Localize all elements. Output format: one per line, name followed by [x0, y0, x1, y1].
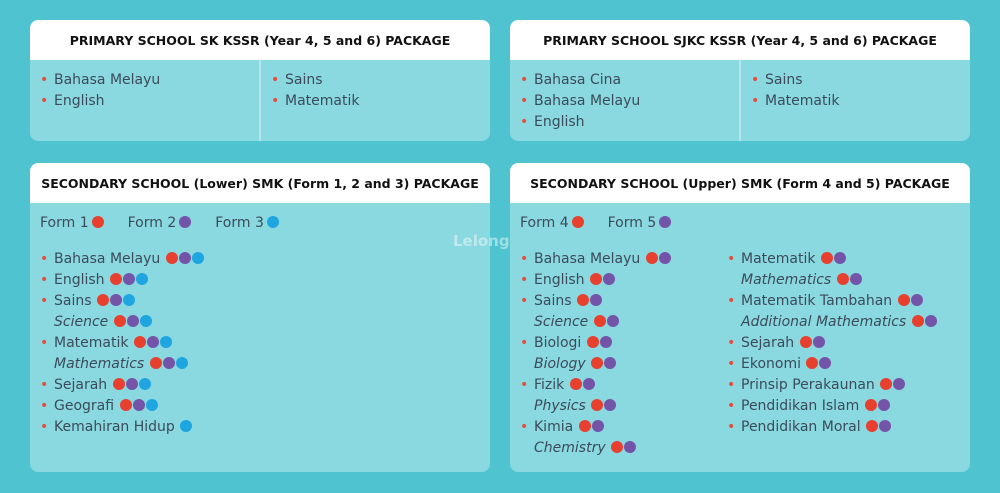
subject-label: Science — [534, 314, 593, 330]
purple-dot-icon — [590, 294, 602, 306]
red-dot-icon — [800, 336, 812, 348]
subject-list — [520, 70, 729, 133]
list-item — [520, 375, 727, 396]
purple-dot-icon — [110, 294, 122, 306]
purple-dot-icon — [127, 315, 139, 327]
blue-dot-icon — [160, 336, 172, 348]
red-dot-icon — [114, 315, 126, 327]
legend-label: Form 3 — [215, 215, 264, 231]
purple-dot-icon — [123, 273, 135, 285]
legend-item — [215, 215, 279, 231]
subject-label: Bahasa Melayu — [54, 251, 165, 267]
list-item: • English — [520, 112, 729, 133]
list-item — [520, 312, 727, 333]
subject-label: Sains — [54, 293, 96, 309]
legend-item — [608, 215, 672, 231]
package-card-sk-kssr — [30, 20, 490, 141]
red-dot-icon — [577, 294, 589, 306]
purple-dot-icon — [819, 357, 831, 369]
subject-label: Pendidikan Islam — [741, 398, 864, 414]
red-dot-icon — [590, 273, 602, 285]
red-dot-icon — [866, 420, 878, 432]
purple-dot-icon — [133, 399, 145, 411]
subject-label: English — [534, 272, 590, 288]
purple-dot-icon — [925, 315, 937, 327]
purple-dot-icon — [893, 378, 905, 390]
red-dot-icon — [611, 441, 623, 453]
subject-label: Matematik — [741, 251, 820, 267]
list-item — [727, 291, 937, 312]
red-dot-icon — [837, 273, 849, 285]
purple-dot-icon — [604, 357, 616, 369]
legend-label: Form 5 — [607, 215, 657, 231]
list-item — [40, 375, 204, 396]
list-item — [727, 312, 937, 333]
blue-dot-icon — [146, 399, 158, 411]
red-dot-icon — [821, 252, 833, 264]
package-card-sjkc-kssr — [510, 20, 970, 141]
red-dot-icon — [150, 357, 162, 369]
legend-label: Form 2 — [127, 215, 177, 231]
purple-dot-icon — [879, 420, 891, 432]
list-item — [727, 270, 937, 291]
purple-dot-icon — [147, 336, 159, 348]
subject-list — [727, 249, 937, 459]
list-item: • Bahasa Melayu — [40, 70, 249, 91]
subject-label: Additional Mathematics — [741, 314, 911, 330]
list-item — [520, 396, 727, 417]
blue-dot-icon — [176, 357, 188, 369]
purple-dot-icon — [179, 216, 191, 228]
list-item — [520, 291, 727, 312]
subject-label: Sejarah — [741, 335, 799, 351]
purple-dot-icon — [659, 216, 671, 228]
list-item — [727, 333, 937, 354]
purple-dot-icon — [163, 357, 175, 369]
legend-label: Form 1 — [40, 215, 89, 231]
subject-label: Geografi — [54, 398, 119, 414]
list-item: • Bahasa Cina — [520, 70, 729, 91]
subject-label: Science — [54, 314, 113, 330]
purple-dot-icon — [878, 399, 890, 411]
subject-label: Ekonomi — [741, 356, 806, 372]
red-dot-icon — [166, 252, 178, 264]
list-item: • Sains — [751, 70, 960, 91]
purple-dot-icon — [604, 399, 616, 411]
form-legend — [30, 203, 490, 231]
list-item — [520, 249, 727, 270]
purple-dot-icon — [603, 273, 615, 285]
subject-label: Kimia — [534, 419, 578, 435]
list-item — [727, 354, 937, 375]
subject-label: Biologi — [534, 335, 586, 351]
subject-list — [40, 70, 249, 112]
watermark-logo: Lelong — [453, 232, 510, 250]
subject-label: Matematik Tambahan — [741, 293, 897, 309]
list-item: • Sains — [271, 70, 480, 91]
card-title: PRIMARY SCHOOL SJKC KSSR (Year 4, 5 and 6) PACKAGE — [510, 20, 970, 60]
subject-label: Chemistry — [534, 440, 611, 456]
red-dot-icon — [806, 357, 818, 369]
red-dot-icon — [591, 399, 603, 411]
red-dot-icon — [572, 216, 584, 228]
red-dot-icon — [110, 273, 122, 285]
blue-dot-icon — [139, 378, 151, 390]
list-item: • Matematik — [751, 91, 960, 112]
red-dot-icon — [898, 294, 910, 306]
list-item — [40, 354, 204, 375]
subject-label: Kemahiran Hidup — [54, 419, 180, 435]
red-dot-icon — [120, 399, 132, 411]
subject-label: Mathematics — [741, 272, 836, 288]
red-dot-icon — [880, 378, 892, 390]
subject-label: Sains — [534, 293, 576, 309]
red-dot-icon — [134, 336, 146, 348]
blue-dot-icon — [192, 252, 204, 264]
purple-dot-icon — [911, 294, 923, 306]
blue-dot-icon — [267, 216, 279, 228]
blue-dot-icon — [140, 315, 152, 327]
purple-dot-icon — [126, 378, 138, 390]
subject-list — [520, 249, 727, 459]
red-dot-icon — [579, 420, 591, 432]
list-item — [727, 249, 937, 270]
legend-item — [40, 215, 104, 231]
legend-label: Form 4 — [520, 215, 569, 231]
purple-dot-icon — [607, 315, 619, 327]
list-item — [40, 333, 204, 354]
red-dot-icon — [646, 252, 658, 264]
package-card-smk-upper — [510, 163, 970, 472]
legend-item — [520, 215, 584, 231]
list-item — [40, 270, 204, 291]
red-dot-icon — [912, 315, 924, 327]
subject-list — [40, 249, 204, 438]
list-item — [520, 354, 727, 375]
subject-label: Sejarah — [54, 377, 112, 393]
subject-list — [751, 70, 960, 112]
list-item — [727, 417, 937, 438]
list-item — [727, 396, 937, 417]
blue-dot-icon — [123, 294, 135, 306]
red-dot-icon — [113, 378, 125, 390]
list-item — [40, 417, 204, 438]
purple-dot-icon — [583, 378, 595, 390]
red-dot-icon — [92, 216, 104, 228]
subject-label: Matematik — [54, 335, 133, 351]
list-item — [520, 438, 727, 459]
list-item — [40, 312, 204, 333]
subject-label: Biology — [534, 356, 591, 372]
subject-label: Fizik — [534, 377, 569, 393]
list-item — [520, 333, 727, 354]
purple-dot-icon — [834, 252, 846, 264]
subject-label: Physics — [534, 398, 591, 414]
red-dot-icon — [587, 336, 599, 348]
card-title: PRIMARY SCHOOL SK KSSR (Year 4, 5 and 6) PACKAGE — [30, 20, 490, 60]
card-title: SECONDARY SCHOOL (Lower) SMK (Form 1, 2 and 3) PACKAGE — [30, 163, 490, 203]
list-item — [40, 249, 204, 270]
blue-dot-icon — [180, 420, 192, 432]
red-dot-icon — [591, 357, 603, 369]
subject-label: Prinsip Perakaunan — [741, 377, 880, 393]
purple-dot-icon — [624, 441, 636, 453]
list-item: • Matematik — [271, 91, 480, 112]
list-item — [520, 270, 727, 291]
purple-dot-icon — [592, 420, 604, 432]
blue-dot-icon — [136, 273, 148, 285]
form-legend — [510, 203, 970, 231]
purple-dot-icon — [659, 252, 671, 264]
subject-list — [271, 70, 480, 112]
red-dot-icon — [865, 399, 877, 411]
red-dot-icon — [97, 294, 109, 306]
subject-label: Bahasa Melayu — [534, 251, 645, 267]
list-item — [727, 375, 937, 396]
list-item — [520, 417, 727, 438]
purple-dot-icon — [179, 252, 191, 264]
purple-dot-icon — [850, 273, 862, 285]
list-item: • Bahasa Melayu — [520, 91, 729, 112]
legend-item — [128, 215, 192, 231]
red-dot-icon — [594, 315, 606, 327]
subject-label: Mathematics — [54, 356, 149, 372]
purple-dot-icon — [600, 336, 612, 348]
list-item — [40, 396, 204, 417]
list-item: • English — [40, 91, 249, 112]
red-dot-icon — [570, 378, 582, 390]
list-item — [40, 291, 204, 312]
package-card-smk-lower — [30, 163, 490, 472]
purple-dot-icon — [813, 336, 825, 348]
subject-label: English — [54, 272, 110, 288]
card-title: SECONDARY SCHOOL (Upper) SMK (Form 4 and 5) PACKAGE — [510, 163, 970, 203]
subject-label: Pendidikan Moral — [741, 419, 866, 435]
